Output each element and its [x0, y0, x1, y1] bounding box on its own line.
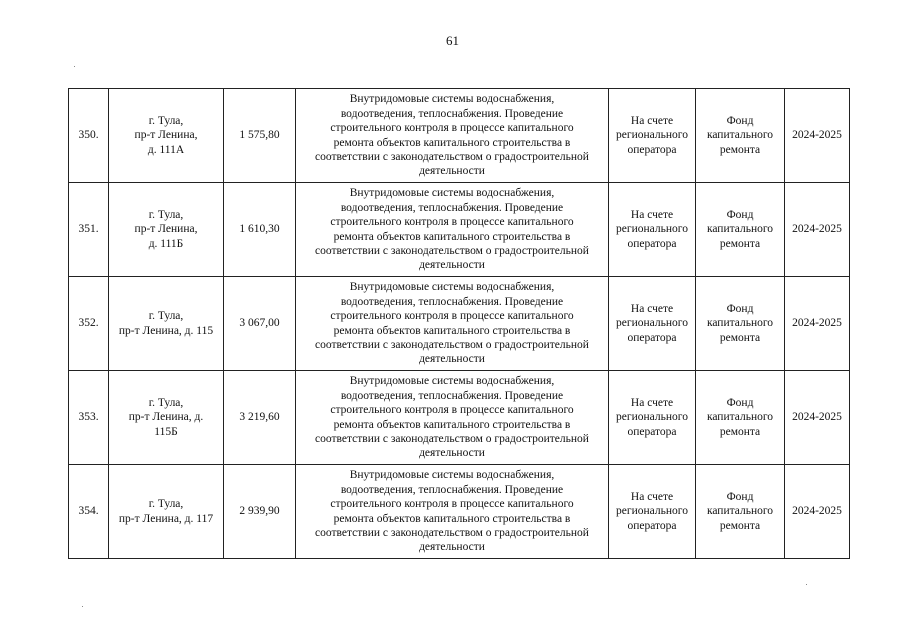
- work-description-line: ремонта объектов капитального строительства в: [333, 230, 571, 243]
- account-type-cell: [609, 277, 696, 371]
- funding-source-line: ремонта: [719, 425, 761, 438]
- funding-source-line: капитального: [706, 317, 774, 330]
- account-type-line: На счете: [630, 114, 674, 127]
- address-line: пр-т Ленина, д. 117: [118, 512, 214, 525]
- funding-source-line: Фонд: [726, 490, 754, 503]
- account-type-line: регионального: [616, 223, 688, 236]
- account-type-line: На счете: [630, 302, 674, 315]
- funding-source-line: капитального: [706, 223, 774, 236]
- account-type-cell: [609, 89, 696, 183]
- address-line: г. Тула,: [148, 114, 184, 127]
- work-description-line: строительного контроля в процессе капитального: [330, 404, 574, 417]
- account-type-line: оператора: [627, 237, 677, 250]
- account-type-cell: [609, 183, 696, 277]
- address-line: пр-т Ленина,: [134, 223, 198, 236]
- funding-source-cell: [696, 183, 785, 277]
- scan-speck: [806, 584, 807, 585]
- work-description-line: соответствии с законодательством о градостроительной: [315, 526, 589, 539]
- funding-source-cell: [696, 371, 785, 465]
- period-cell: 2024-2025: [785, 277, 850, 371]
- area-cell: 3 219,60: [224, 371, 296, 465]
- work-description-cell: [296, 371, 609, 465]
- work-description-line: водоотведения, теплоснабжения. Проведение: [340, 107, 564, 120]
- work-description-line: водоотведения, теплоснабжения. Проведение: [340, 389, 564, 402]
- funding-source-cell: [696, 277, 785, 371]
- table-row: [69, 183, 850, 277]
- funding-source-line: капитального: [706, 411, 774, 424]
- address-line: 115Б: [154, 425, 178, 438]
- table-row: [69, 371, 850, 465]
- funding-source-line: Фонд: [726, 302, 754, 315]
- work-description-line: деятельности: [419, 541, 485, 554]
- work-description-line: Внутридомовые системы водоснабжения,: [349, 187, 555, 200]
- work-description-line: строительного контроля в процессе капитального: [330, 498, 574, 511]
- address-cell: [109, 183, 224, 277]
- work-description-cell: [296, 277, 609, 371]
- work-description-line: деятельности: [419, 165, 485, 178]
- work-description-line: ремонта объектов капитального строительства в: [333, 418, 571, 431]
- scan-speck: [82, 606, 83, 607]
- account-type-cell: [609, 371, 696, 465]
- period-cell: 2024-2025: [785, 371, 850, 465]
- funding-source-line: Фонд: [726, 396, 754, 409]
- capital-repair-table: [68, 88, 850, 559]
- account-type-cell: [609, 465, 696, 559]
- table-row: [69, 465, 850, 559]
- work-description-line: строительного контроля в процессе капитального: [330, 216, 574, 229]
- funding-source-line: ремонта: [719, 331, 761, 344]
- funding-source-cell: [696, 465, 785, 559]
- work-description-line: ремонта объектов капитального строительства в: [333, 512, 571, 525]
- account-type-line: регионального: [616, 505, 688, 518]
- account-type-line: регионального: [616, 411, 688, 424]
- account-type-line: регионального: [616, 317, 688, 330]
- work-description-line: Внутридомовые системы водоснабжения,: [349, 281, 555, 294]
- account-type-line: оператора: [627, 143, 677, 156]
- address-line: г. Тула,: [148, 396, 184, 409]
- table-row: [69, 277, 850, 371]
- page-number: 61: [446, 33, 459, 48]
- account-type-line: регионального: [616, 129, 688, 142]
- row-number-cell: 353.: [69, 371, 109, 465]
- work-description-line: Внутридомовые системы водоснабжения,: [349, 93, 555, 106]
- address-line: г. Тула,: [148, 208, 184, 221]
- address-cell: [109, 277, 224, 371]
- work-description-cell: [296, 465, 609, 559]
- work-description-line: соответствии с законодательством о градостроительной: [315, 150, 589, 163]
- work-description-line: водоотведения, теплоснабжения. Проведение: [340, 295, 564, 308]
- address-line: пр-т Ленина, д.: [128, 411, 204, 424]
- work-description-line: деятельности: [419, 259, 485, 272]
- work-description-cell: [296, 183, 609, 277]
- address-cell: [109, 371, 224, 465]
- work-description-line: соответствии с законодательством о градостроительной: [315, 432, 589, 445]
- work-description-cell: [296, 89, 609, 183]
- area-cell: 1 575,80: [224, 89, 296, 183]
- account-type-line: оператора: [627, 519, 677, 532]
- funding-source-line: капитального: [706, 129, 774, 142]
- address-cell: [109, 89, 224, 183]
- row-number-cell: 351.: [69, 183, 109, 277]
- account-type-line: На счете: [630, 208, 674, 221]
- address-line: пр-т Ленина, д. 115: [118, 324, 214, 337]
- address-line: пр-т Ленина,: [134, 129, 198, 142]
- work-description-line: деятельности: [419, 353, 485, 366]
- address-line: г. Тула,: [148, 498, 184, 511]
- account-type-line: На счете: [630, 396, 674, 409]
- work-description-line: водоотведения, теплоснабжения. Проведение: [340, 201, 564, 214]
- funding-source-line: ремонта: [719, 237, 761, 250]
- account-type-line: На счете: [630, 490, 674, 503]
- account-type-line: оператора: [627, 331, 677, 344]
- address-line: д. 111А: [147, 143, 185, 156]
- work-description-line: водоотведения, теплоснабжения. Проведение: [340, 483, 564, 496]
- account-type-line: оператора: [627, 425, 677, 438]
- area-cell: 1 610,30: [224, 183, 296, 277]
- area-cell: 2 939,90: [224, 465, 296, 559]
- funding-source-cell: [696, 89, 785, 183]
- period-cell: 2024-2025: [785, 465, 850, 559]
- work-description-line: соответствии с законодательством о градостроительной: [315, 338, 589, 351]
- work-description-line: Внутридомовые системы водоснабжения,: [349, 375, 555, 388]
- funding-source-line: Фонд: [726, 114, 754, 127]
- period-cell: 2024-2025: [785, 89, 850, 183]
- row-number-cell: 350.: [69, 89, 109, 183]
- row-number-cell: 352.: [69, 277, 109, 371]
- table-row: [69, 89, 850, 183]
- period-cell: 2024-2025: [785, 183, 850, 277]
- address-line: г. Тула,: [148, 310, 184, 323]
- address-cell: [109, 465, 224, 559]
- work-description-line: строительного контроля в процессе капитального: [330, 122, 574, 135]
- work-description-line: ремонта объектов капитального строительства в: [333, 136, 571, 149]
- funding-source-line: Фонд: [726, 208, 754, 221]
- work-description-line: Внутридомовые системы водоснабжения,: [349, 469, 555, 482]
- work-description-line: соответствии с законодательством о градостроительной: [315, 244, 589, 257]
- work-description-line: строительного контроля в процессе капитального: [330, 310, 574, 323]
- funding-source-line: капитального: [706, 505, 774, 518]
- work-description-line: деятельности: [419, 447, 485, 460]
- row-number-cell: 354.: [69, 465, 109, 559]
- funding-source-line: ремонта: [719, 143, 761, 156]
- area-cell: 3 067,00: [224, 277, 296, 371]
- address-line: д. 111Б: [148, 237, 184, 250]
- work-description-line: ремонта объектов капитального строительства в: [333, 324, 571, 337]
- scan-speck: [74, 66, 75, 67]
- funding-source-line: ремонта: [719, 519, 761, 532]
- table-body: [69, 89, 850, 559]
